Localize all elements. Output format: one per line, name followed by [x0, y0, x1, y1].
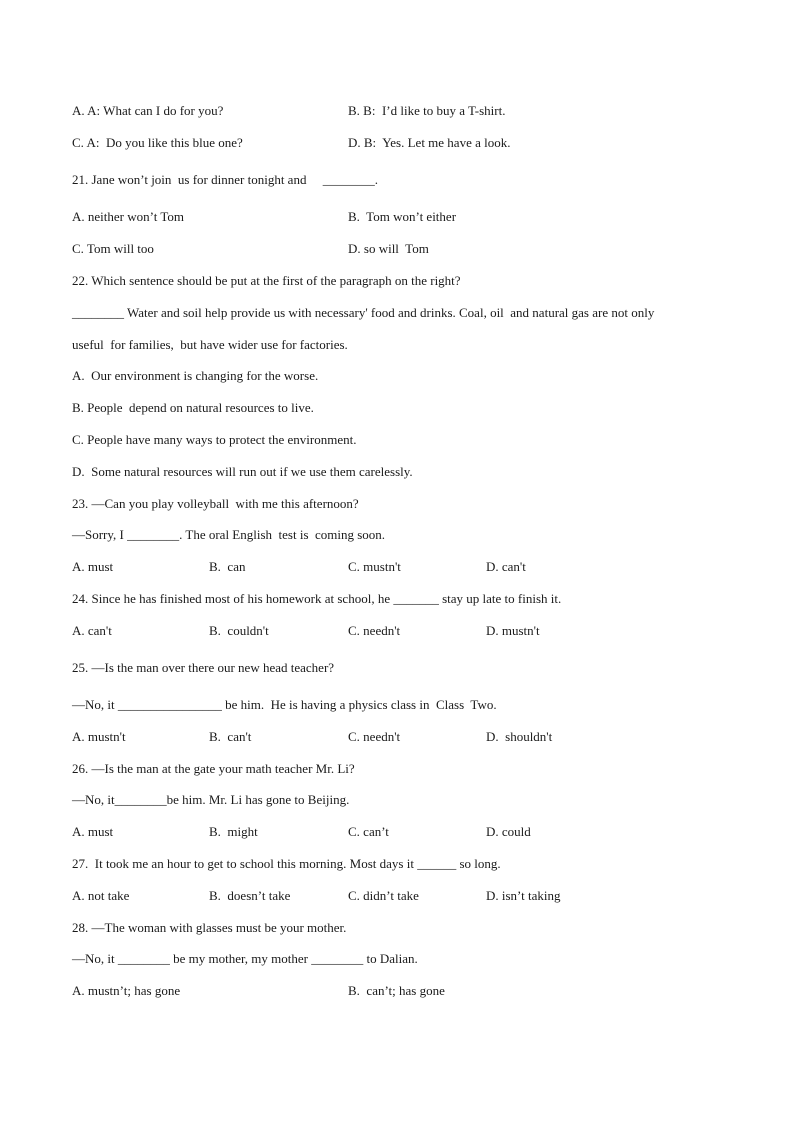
- q22-option-c: C. People have many ways to protect the environment.: [72, 432, 357, 447]
- q21-option-a: A. neither won’t Tom: [72, 209, 184, 224]
- q26-option-c: C. can’t: [348, 824, 389, 839]
- q22-paragraph-line-1: ________ Water and soil help provide us with necessary' food and drinks. Coal, oil and natural gas are not only: [72, 305, 655, 320]
- question-28-stem: 28. —The woman with glasses must be your mother.: [72, 920, 347, 935]
- q26-option-a: A. must: [72, 824, 114, 839]
- question-21-stem: 21. Jane won’t join us for dinner tonight and ________.: [72, 172, 378, 187]
- option-b: B. B: I’d like to buy a T-shirt.: [348, 103, 506, 118]
- q22-option-a: A. Our environment is changing for the worse.: [72, 368, 319, 383]
- q25-option-c: C. needn't: [348, 729, 401, 744]
- q22-option-d: D. Some natural resources will run out if we use them carelessly.: [72, 464, 413, 479]
- option-d: D. B: Yes. Let me have a look.: [348, 135, 511, 150]
- q25-response: —No, it ________________ be him. He is having a physics class in Class Two.: [72, 697, 497, 712]
- q24-option-a: A. can't: [72, 623, 112, 638]
- q26-option-b: B. might: [209, 824, 258, 839]
- q26-option-d: D. could: [486, 824, 531, 839]
- q21-option-c: C. Tom will too: [72, 241, 154, 256]
- q23-option-d: D. can't: [486, 559, 526, 574]
- q26-response: —No, it________be him. Mr. Li has gone to Beijing.: [72, 792, 350, 807]
- q27-option-c: C. didn’t take: [348, 888, 419, 903]
- q28-response: —No, it ________ be my mother, my mother ________ to Dalian.: [72, 951, 418, 966]
- q23-option-b: B. can: [209, 559, 246, 574]
- q27-option-b: B. doesn’t take: [209, 888, 291, 903]
- q22-paragraph-line-2: useful for families, but have wider use for factories.: [72, 337, 348, 352]
- q24-option-d: D. mustn't: [486, 623, 540, 638]
- q21-option-d: D. so will Tom: [348, 241, 429, 256]
- q23-option-c: C. mustn't: [348, 559, 401, 574]
- question-26-stem: 26. —Is the man at the gate your math teacher Mr. Li?: [72, 761, 355, 776]
- question-25-stem: 25. —Is the man over there our new head teacher?: [72, 660, 335, 675]
- question-24-stem: 24. Since he has finished most of his homework at school, he _______ stay up late to finish it.: [72, 591, 562, 606]
- question-23-stem: 23. —Can you play volleyball with me this afternoon?: [72, 496, 359, 511]
- q25-option-a: A. mustn't: [72, 729, 126, 744]
- option-a: A. A: What can I do for you?: [72, 103, 224, 118]
- q23-option-a: A. must: [72, 559, 114, 574]
- q25-option-b: B. can't: [209, 729, 252, 744]
- option-c: C. A: Do you like this blue one?: [72, 135, 243, 150]
- q25-option-d: D. shouldn't: [486, 729, 553, 744]
- question-22-stem: 22. Which sentence should be put at the first of the paragraph on the right?: [72, 273, 461, 288]
- q24-option-c: C. needn't: [348, 623, 401, 638]
- q24-option-b: B. couldn't: [209, 623, 269, 638]
- q23-response: —Sorry, I ________. The oral English test is coming soon.: [72, 527, 386, 542]
- question-27-stem: 27. It took me an hour to get to school this morning. Most days it ______ so long.: [72, 856, 501, 871]
- q27-option-d: D. isn’t taking: [486, 888, 561, 903]
- q27-option-a: A. not take: [72, 888, 130, 903]
- q21-option-b: B. Tom won’t either: [348, 209, 457, 224]
- q22-option-b: B. People depend on natural resources to live.: [72, 400, 314, 415]
- q28-option-a: A. mustn’t; has gone: [72, 983, 181, 998]
- q28-option-b: B. can’t; has gone: [348, 983, 445, 998]
